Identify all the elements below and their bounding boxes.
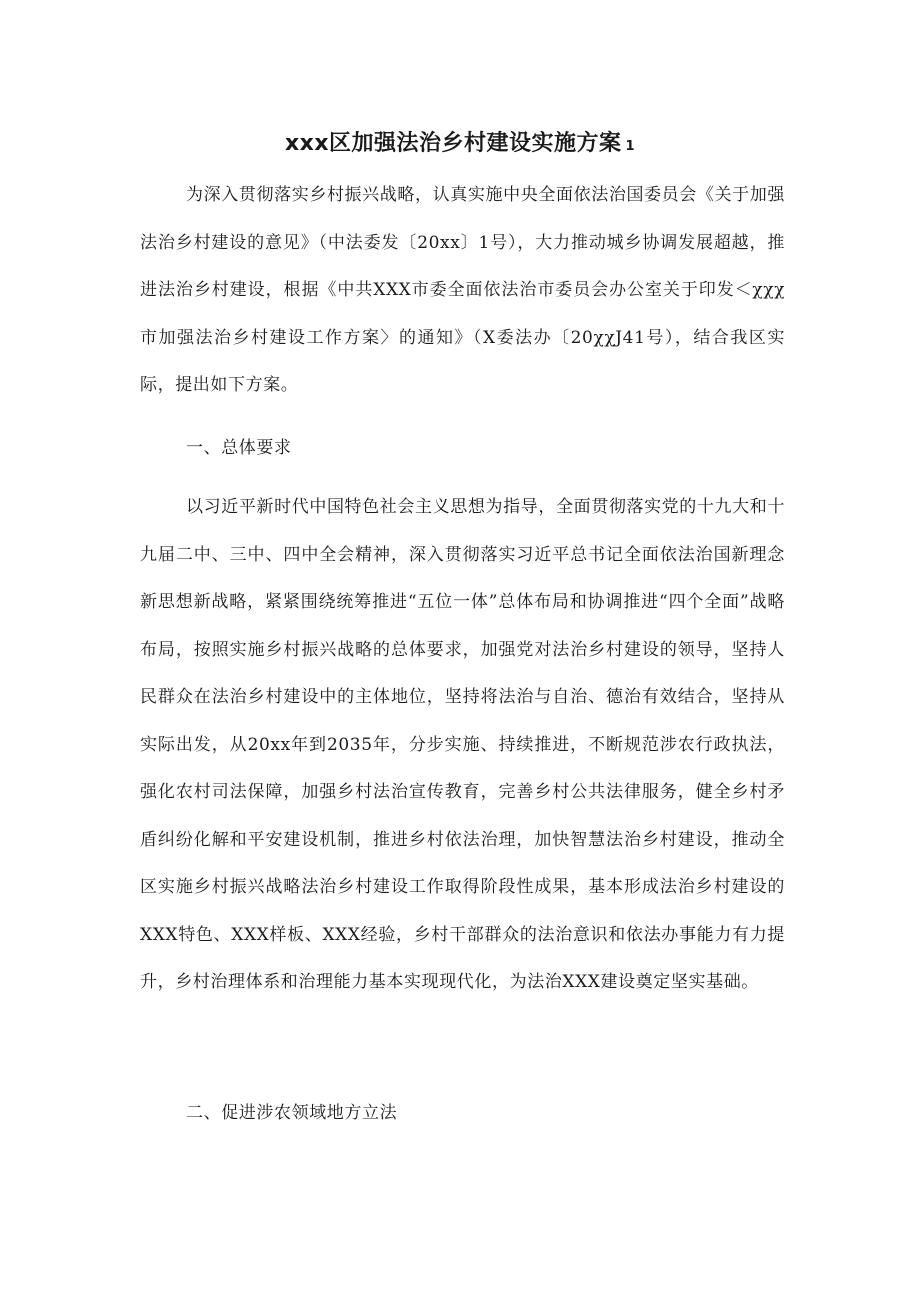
- document-title: [0, 124, 920, 167]
- document-title-superscript: 1: [625, 139, 636, 154]
- document-title-text: xxx区加强法治乡村建设实施方案: [284, 131, 622, 156]
- general-requirements-paragraph: 以习近平新时代中国特色社会主义思想为指导，全面贯彻落实党的十九大和十九届二中、三中、四中全会精神，深入贯彻落实习近平总书记全面依法治国新理念新思想新战略，紧紧围绕统筹推进“五位一体”总体布局和协调推进“四个全面”战略布局，按照实施乡村振兴战略的总体要求，加强党对法治乡村建设的领导，坚持人民群众在法治乡村建设中的主体地位，坚持将法治与自治、德治有效结合，坚持从实际出发，从20xx年到2035年，分步实施、持续推进，不断规范涉农行政执法，强化农村司法保障，加强乡村法治宣传教育，完善乡村公共法律服务，健全乡村矛盾纠纷化解和平安建设机制，推进乡村依法治理，加快智慧法治乡村建设，推动全区实施乡村振兴战略法治乡村建设工作取得阶段性成果，基本形成法治乡村建设的XXX特色、XXX样板、XXX经验，乡村干部群众的法治意识和依法办事能力有力提升，乡村治理体系和治理能力基本实现现代化，为法治XXX建设奠定坚实基础。: [140, 497, 785, 992]
- intro-paragraph: 为深入贯彻落实乡村振兴战略，认真实施中央全面依法治国委员会《关于加强法治乡村建设的意见》（中法委发〔20xx〕1号），大力推动城乡协调发展超越，推进法治乡村建设，根据《中共XXX市委全面依法治市委员会办公室关于印发＜χχχ市加强法治乡村建设工作方案〉的通知》（X委法办〔20χχJ41号），结合我区实际，提出如下方案。: [140, 185, 785, 395]
- section-heading-general-requirements: 一、总体要求: [186, 438, 292, 458]
- section-heading-local-legislation: 二、促进涉农领域地方立法: [186, 1103, 398, 1123]
